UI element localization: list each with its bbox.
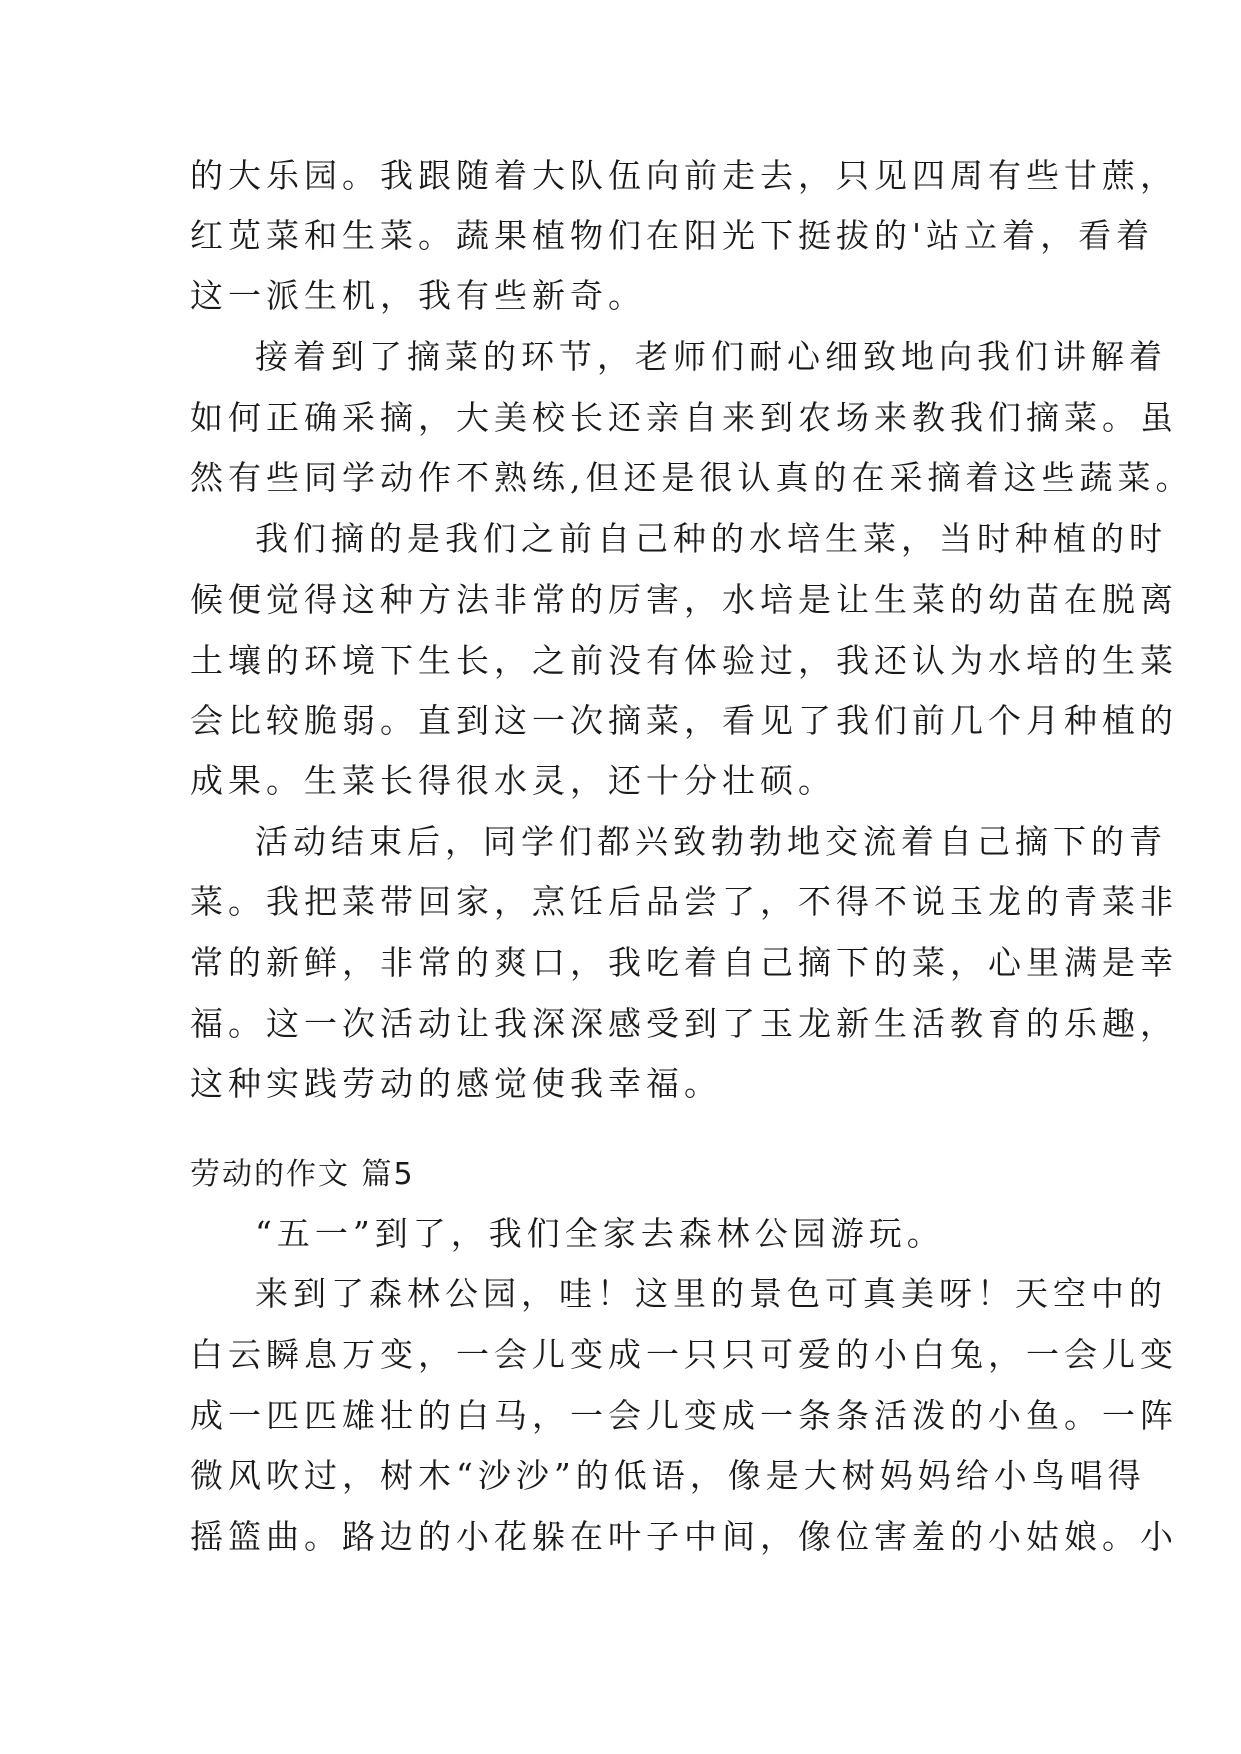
text-line: 候便觉得这种方法非常的厉害，水培是让生菜的幼苗在脱离	[190, 580, 1178, 619]
text-line: 白云瞬息万变，一会儿变成一只只可爱的小白兔，一会儿变	[190, 1335, 1178, 1374]
text-line: 这种实践劳动的感觉使我幸福。	[190, 1064, 722, 1103]
text-line: 的大乐园。我跟随着大队伍向前走去，只见四周有些甘蔗，	[190, 156, 1178, 195]
text-line: “五一”到了，我们全家去森林公园游玩。	[255, 1214, 945, 1253]
text-line: 活动结束后，同学们都兴致勃勃地交流着自己摘下的青	[255, 822, 1167, 861]
text-line: 会比较脆弱。直到这一次摘菜，看见了我们前几个月种植的	[190, 701, 1178, 740]
text-line: 如何正确采摘，大美校长还亲自来到农场来教我们摘菜。虽	[190, 398, 1178, 437]
text-line: 红苋菜和生菜。蔬果植物们在阳光下挺拔的'站立着，看着	[190, 216, 1155, 255]
text-line: 福。这一次活动让我深深感受到了玉龙新生活教育的乐趣，	[190, 1004, 1178, 1043]
text-line: 这一派生机，我有些新奇。	[190, 276, 646, 315]
text-line: 成果。生菜长得很水灵，还十分壮硕。	[190, 761, 836, 800]
text-line: 微风吹过，树木“沙沙”的低语，像是大树妈妈给小鸟唱得	[190, 1456, 1146, 1495]
text-line: 土壤的环境下生长，之前没有体验过，我还认为水培的生菜	[190, 641, 1178, 680]
text-line: 然有些同学动作不熟练,但还是很认真的在采摘着这些蔬菜。	[190, 458, 1194, 497]
text-line: 菜。我把菜带回家，烹饪后品尝了，不得不说玉龙的青菜非	[190, 882, 1178, 921]
text-line: 来到了森林公园，哇！这里的景色可真美呀！天空中的	[255, 1274, 1167, 1313]
text-line: 常的新鲜，非常的爽口，我吃着自己摘下的菜，心里满是幸	[190, 943, 1178, 982]
section-heading: 劳动的作文 篇5	[190, 1157, 415, 1192]
text-line: 接着到了摘菜的环节，老师们耐心细致地向我们讲解着	[255, 337, 1167, 376]
text-line: 成一匹匹雄壮的白马，一会儿变成一条条活泼的小鱼。一阵	[190, 1396, 1178, 1435]
text-line: 我们摘的是我们之前自己种的水培生菜，当时种植的时	[255, 519, 1167, 558]
text-line: 摇篮曲。路边的小花躲在叶子中间，像位害羞的小姑娘。小	[190, 1517, 1178, 1556]
